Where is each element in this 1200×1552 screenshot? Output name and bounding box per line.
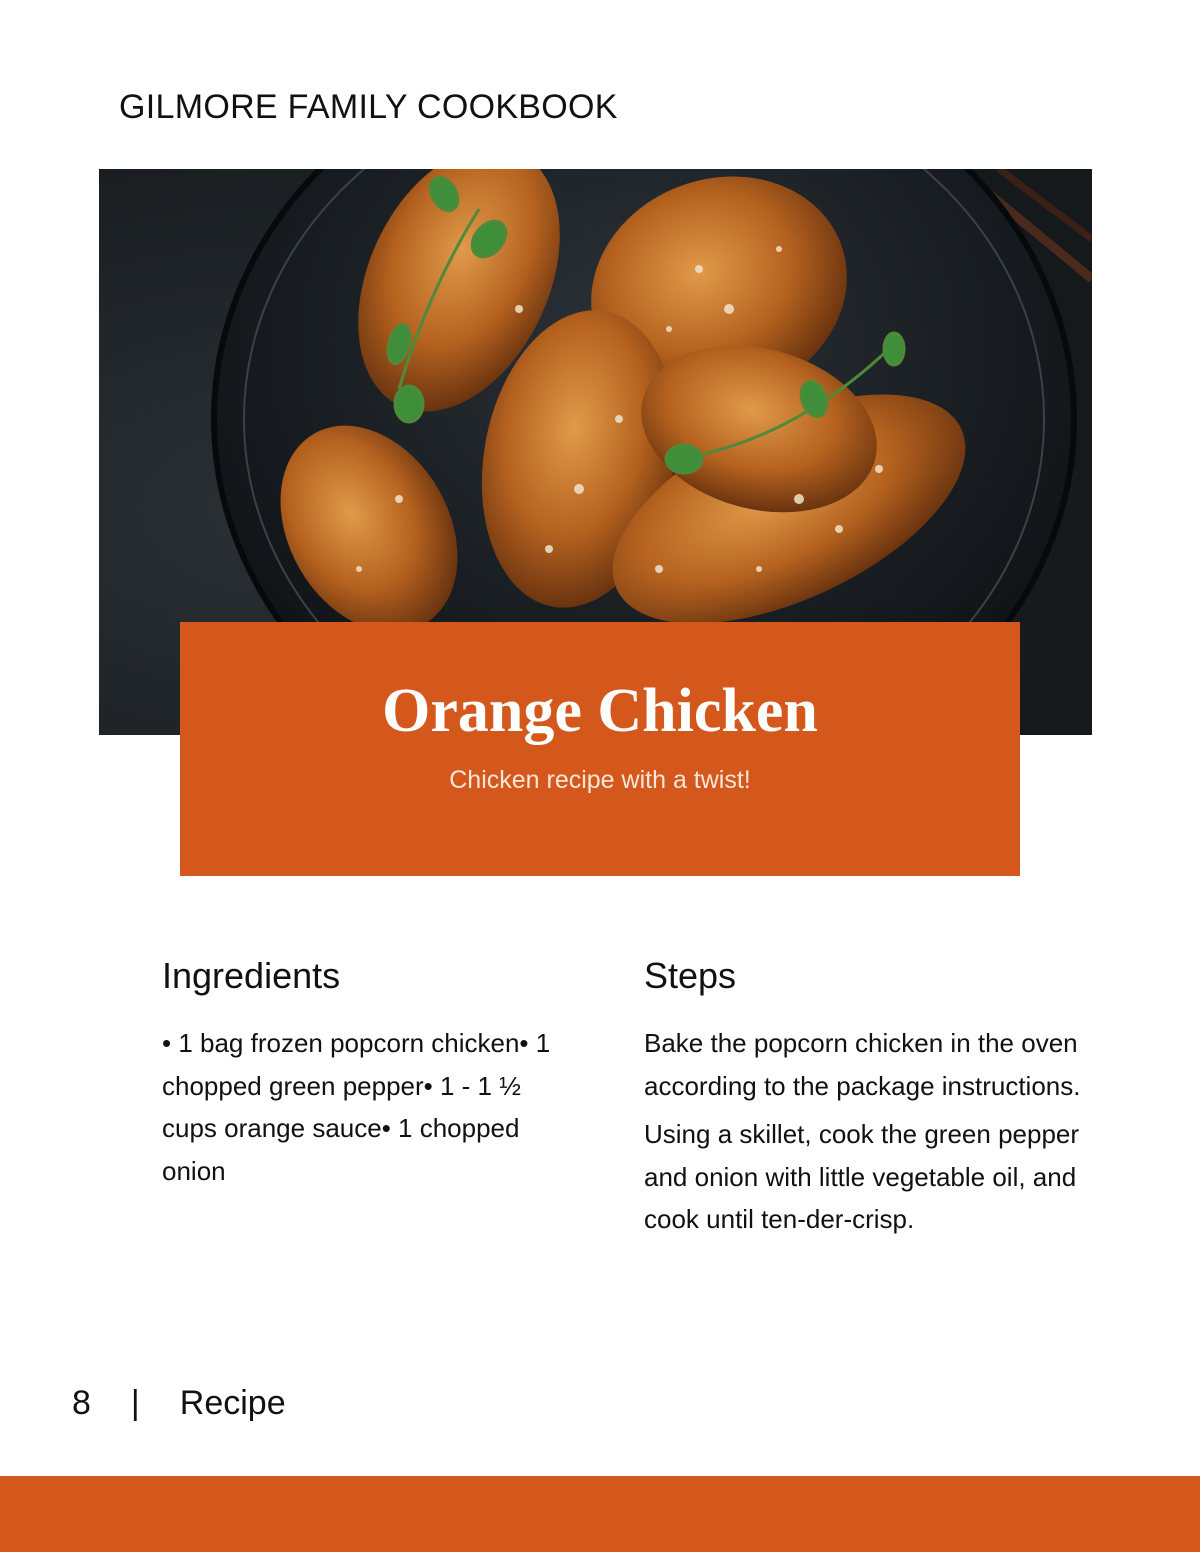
cookbook-title: GILMORE FAMILY COOKBOOK xyxy=(119,88,618,126)
page-footer xyxy=(72,1384,286,1423)
steps-list xyxy=(644,1022,1084,1247)
recipe-subtitle: Chicken recipe with a twist! xyxy=(449,766,751,794)
bottom-accent-bar xyxy=(0,1476,1200,1552)
recipe-title: Orange Chicken xyxy=(382,677,818,745)
page-number: 8 xyxy=(72,1384,91,1422)
footer-separator: | xyxy=(130,1384,140,1422)
step-item: Bake the popcorn chicken in the oven according to the package instructions. xyxy=(644,1028,1081,1101)
ingredients-heading: Ingredients xyxy=(162,955,341,996)
recipe-title-card xyxy=(180,622,1020,876)
step-item: Using a skillet, cook the green pepper and onion with little vegetable oil, and cook until ten-der-crisp. xyxy=(644,1119,1080,1234)
steps-heading: Steps xyxy=(644,955,737,996)
section-label: Recipe xyxy=(179,1384,286,1422)
ingredients-list: • 1 bag frozen popcorn chicken• 1 chopped green pepper• 1 - 1 ½ cups orange sauce• 1 chopped onion xyxy=(162,1028,551,1186)
